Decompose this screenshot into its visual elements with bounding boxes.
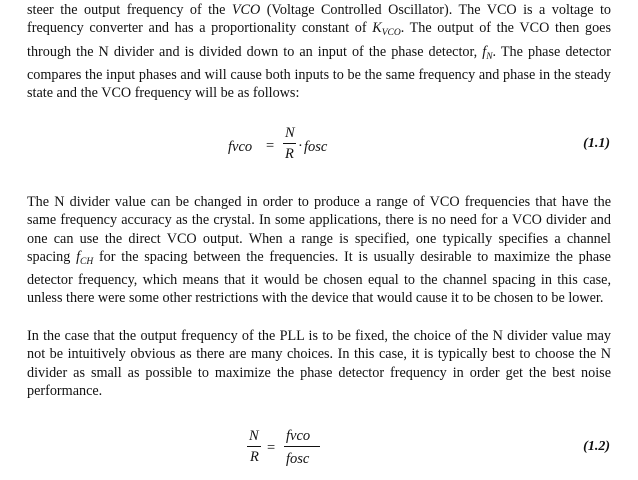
text-run: for the spacing between the frequencies. It is usually desirable to maximize the phase detector frequency, which means that it would be chosen equal to the channel spacing in this case, unless there were some other restrictions with the device that would cause it to be chosen to be lower. bbox=[27, 248, 611, 307]
eq2-number: (1.2) bbox=[583, 439, 610, 454]
eq2-lhs-fraction-bar bbox=[247, 446, 261, 447]
eq1-number: (1.1) bbox=[583, 136, 610, 151]
paragraph-n-divider bbox=[27, 193, 611, 308]
eq2-rhs-fraction-bar bbox=[284, 446, 320, 447]
paragraph-fixed-output: In the case that the output frequency of the PLL is to be fixed, the choice of the N divider value may not be intuitively obvious as there are many choices. In this case, it is typically best to choose the N divider as small as possible to maximize the phase detector frequency in order get the best noise performance. bbox=[27, 328, 611, 399]
kvco-subscript: VCO bbox=[381, 28, 401, 39]
fch-subscript: CH bbox=[80, 256, 94, 267]
text-run: (Voltage Controlled Oscillator). The VCO is a voltage to frequency converter and has a proportionality constant of bbox=[27, 2, 611, 37]
eq1-numerator: N bbox=[285, 125, 295, 141]
eq2-lhs-denominator: R bbox=[250, 449, 259, 465]
vco-italic: VCO bbox=[231, 2, 261, 18]
eq2-rhs-numerator: fvco bbox=[286, 428, 311, 444]
eq1-denominator: R bbox=[285, 146, 294, 162]
kvco-symbol: K bbox=[372, 20, 382, 37]
fn-subscript: N bbox=[486, 51, 493, 62]
fch-symbol: f bbox=[76, 248, 81, 265]
eq1-rhs: fosc bbox=[304, 139, 328, 155]
eq1-dot: · bbox=[298, 138, 303, 154]
eq2-lhs-numerator: N bbox=[249, 428, 259, 444]
eq1-fraction-bar bbox=[283, 143, 296, 144]
eq1-lhs: fvco bbox=[228, 139, 253, 155]
text-run: steer the output frequency of the bbox=[27, 2, 232, 18]
text-run: . The phase detector compares the input phases and will cause both inputs to be the same frequency and phase in the steady state and the VCO frequency will be as follows: bbox=[27, 43, 612, 102]
paragraph-vco-description bbox=[27, 1, 611, 102]
eq2-equals: = bbox=[267, 440, 276, 456]
eq2-rhs-denominator: fosc bbox=[286, 451, 310, 467]
eq1-equals: = bbox=[266, 138, 275, 154]
fn-symbol: f bbox=[482, 43, 487, 60]
text-run: The N divider value can be changed in order to produce a range of VCO frequencies that have the same frequency accuracy as the crystal. In some applications, there is no need for a VCO divider and one can use the direct VCO output. When a range is specified, one typically specifies a channel spacing bbox=[27, 194, 611, 265]
text-run: . The output of the VCO then goes through the N divider and is divided down to an input of the phase detector, bbox=[27, 20, 612, 60]
